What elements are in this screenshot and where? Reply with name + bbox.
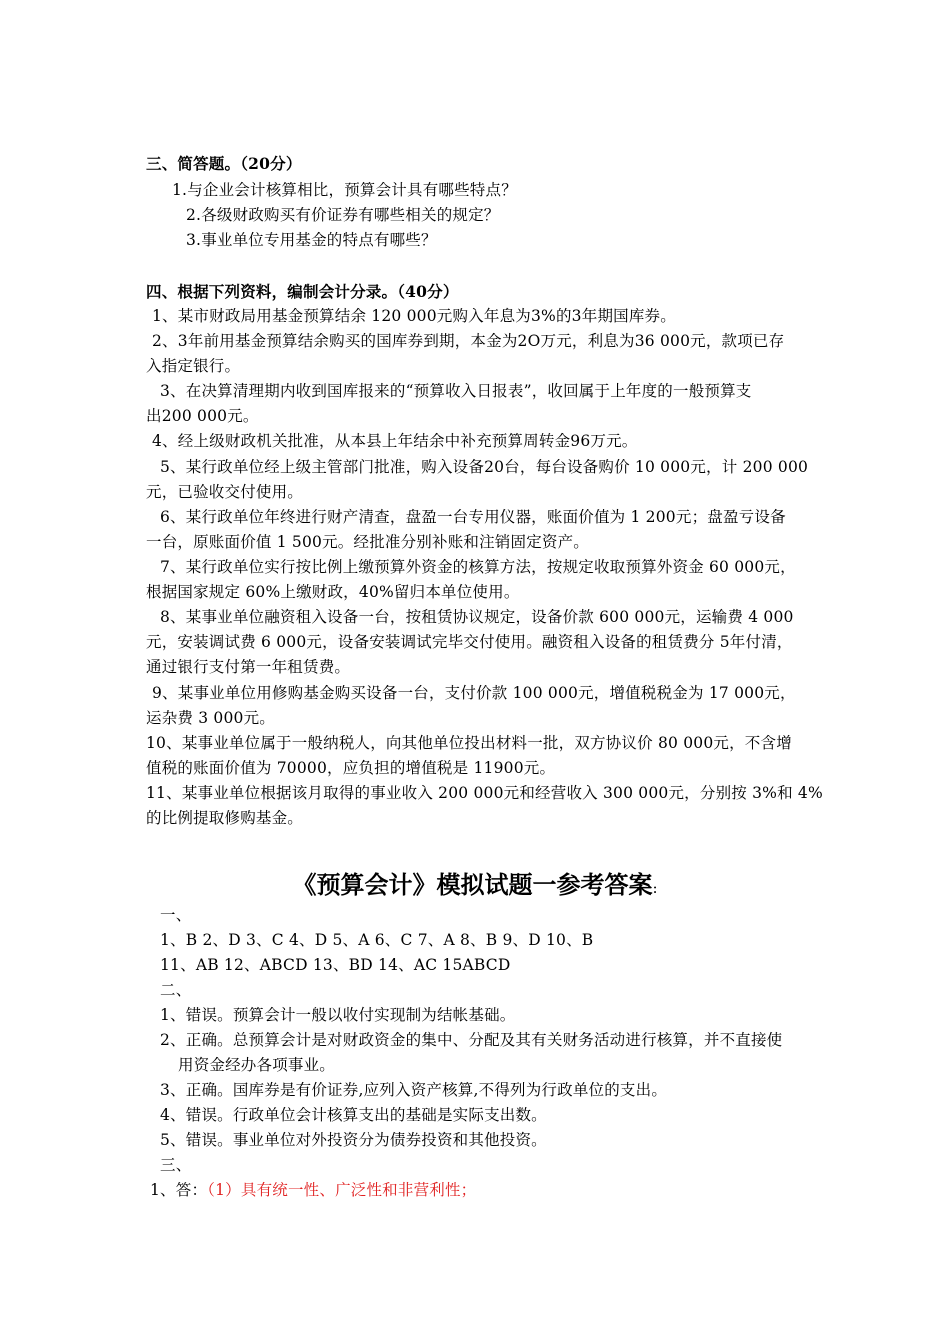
section4-line: 值税的账面价值为 70000，应负担的增值税是 11900元。 [146, 759, 556, 777]
section4-line: 运杂费 3 000元。 [146, 709, 276, 727]
section4-line: 6、某行政单位年终进行财产清查，盘盈一台专用仪器，账面价值为 1 200元；盘盈亏设备 [160, 508, 786, 526]
section4-line: 7、某行政单位实行按比例上缴预算外资金的核算方法，按规定收取预算外资金 60 000元， [160, 558, 796, 576]
answers-part3-prefix: 1、答： [150, 1181, 208, 1199]
answers-part1-line: 11、AB 12、ABCD 13、BD 14、AC 15ABCD [160, 956, 511, 974]
answers-part2-line: 1、错误。预算会计一般以收付实现制为结帐基础。 [160, 1006, 516, 1024]
section4-line: 11、某事业单位根据该月取得的事业收入 200 000元和经营收入 300 000元，分别按 3%和 4% [146, 784, 823, 802]
answers-part3-highlight: （1）具有统一性、广泛性和非营利性； [207, 1181, 477, 1199]
section4-line: 的比例提取修购基金。 [146, 809, 304, 827]
answers-part2-label: 二、 [160, 981, 192, 999]
section4-line: 一台，原账面价值 1 500元。经批准分别补账和注销固定资产。 [146, 533, 590, 551]
section4-line: 出200 000元。 [146, 407, 259, 425]
section4-line: 4、经上级财政机关批准，从本县上年结余中补充预算周转金96万元。 [152, 432, 638, 450]
answers-part2-line: 4、错误。行政单位会计核算支出的基础是实际支出数。 [160, 1106, 547, 1124]
section4-heading: 四、根据下列资料，编制会计分录。（40分） [146, 282, 459, 301]
answers-part3-line [150, 1180, 476, 1200]
section4-line: 5、某行政单位经上级主管部门批准，购入设备20台，每台设备购价 10 000元，计 200 000 [160, 458, 809, 476]
section4-line: 9、某事业单位用修购基金购买设备一台，支付价款 100 000元，增值税税金为 17 000元， [152, 684, 796, 702]
section4-line: 8、某事业单位融资租入设备一台，按租赁协议规定，设备价款 600 000元，运输费 4 000 [160, 608, 794, 626]
section4-line: 入指定银行。 [146, 357, 241, 375]
answers-title [0, 870, 950, 903]
answers-title-text: 《预算会计》模拟试题一参考答案 [292, 870, 653, 899]
section4-line: 元，已验收交付使用。 [146, 483, 304, 501]
answers-part1-line: 1、B 2、D 3、C 4、D 5、A 6、C 7、A 8、B 9、D 10、B [160, 931, 594, 949]
section4-line: 1、某市财政局用基金预算结余 120 000元购入年息为3%的3年期国库券。 [152, 307, 676, 325]
answers-part2-line: 用资金经办各项事业。 [178, 1056, 336, 1074]
answers-part2-line: 3、正确。国库券是有价证券,应列入资产核算,不得列为行政单位的支出。 [160, 1081, 668, 1099]
answers-part2-line: 2、正确。总预算会计是对财政资金的集中、分配及其有关财务活动进行核算，并不直接使 [160, 1031, 783, 1049]
section3-question-1: 1.与企业会计核算相比，预算会计具有哪些特点？ [172, 181, 517, 199]
section4-line: 2、3年前用基金预算结余购买的国库券到期，本金为2O万元，利息为36 000元，款项已存 [152, 332, 785, 350]
section4-line: 根据国家规定 60%上缴财政，40%留归本单位使用。 [146, 583, 520, 601]
section3-question-2: 2.各级财政购买有价证券有哪些相关的规定？ [186, 206, 500, 224]
answers-part2-line: 5、错误。事业单位对外投资分为债券投资和其他投资。 [160, 1131, 547, 1149]
answers-part1-label: 一、 [160, 906, 192, 924]
section3-heading: 三、简答题。（20分） [146, 154, 302, 173]
section4-line: 3、在决算清理期内收到国库报来的“预算收入日报表”，收回属于上年度的一般预算支 [160, 382, 752, 400]
section3-question-3: 3.事业单位专用基金的特点有哪些？ [186, 231, 437, 249]
answers-title-suffix: : [652, 879, 658, 897]
section4-line: 10、某事业单位属于一般纳税人，向其他单位投出材料一批，双方协议价 80 000元，不含增 [146, 734, 792, 752]
section4-line: 通过银行支付第一年租赁费。 [146, 658, 351, 676]
section4-line: 元，安装调试费 6 000元，设备安装调试完毕交付使用。融资租入设备的租赁费分 5年付清， [146, 633, 793, 651]
answers-part3-label: 三、 [160, 1156, 192, 1174]
